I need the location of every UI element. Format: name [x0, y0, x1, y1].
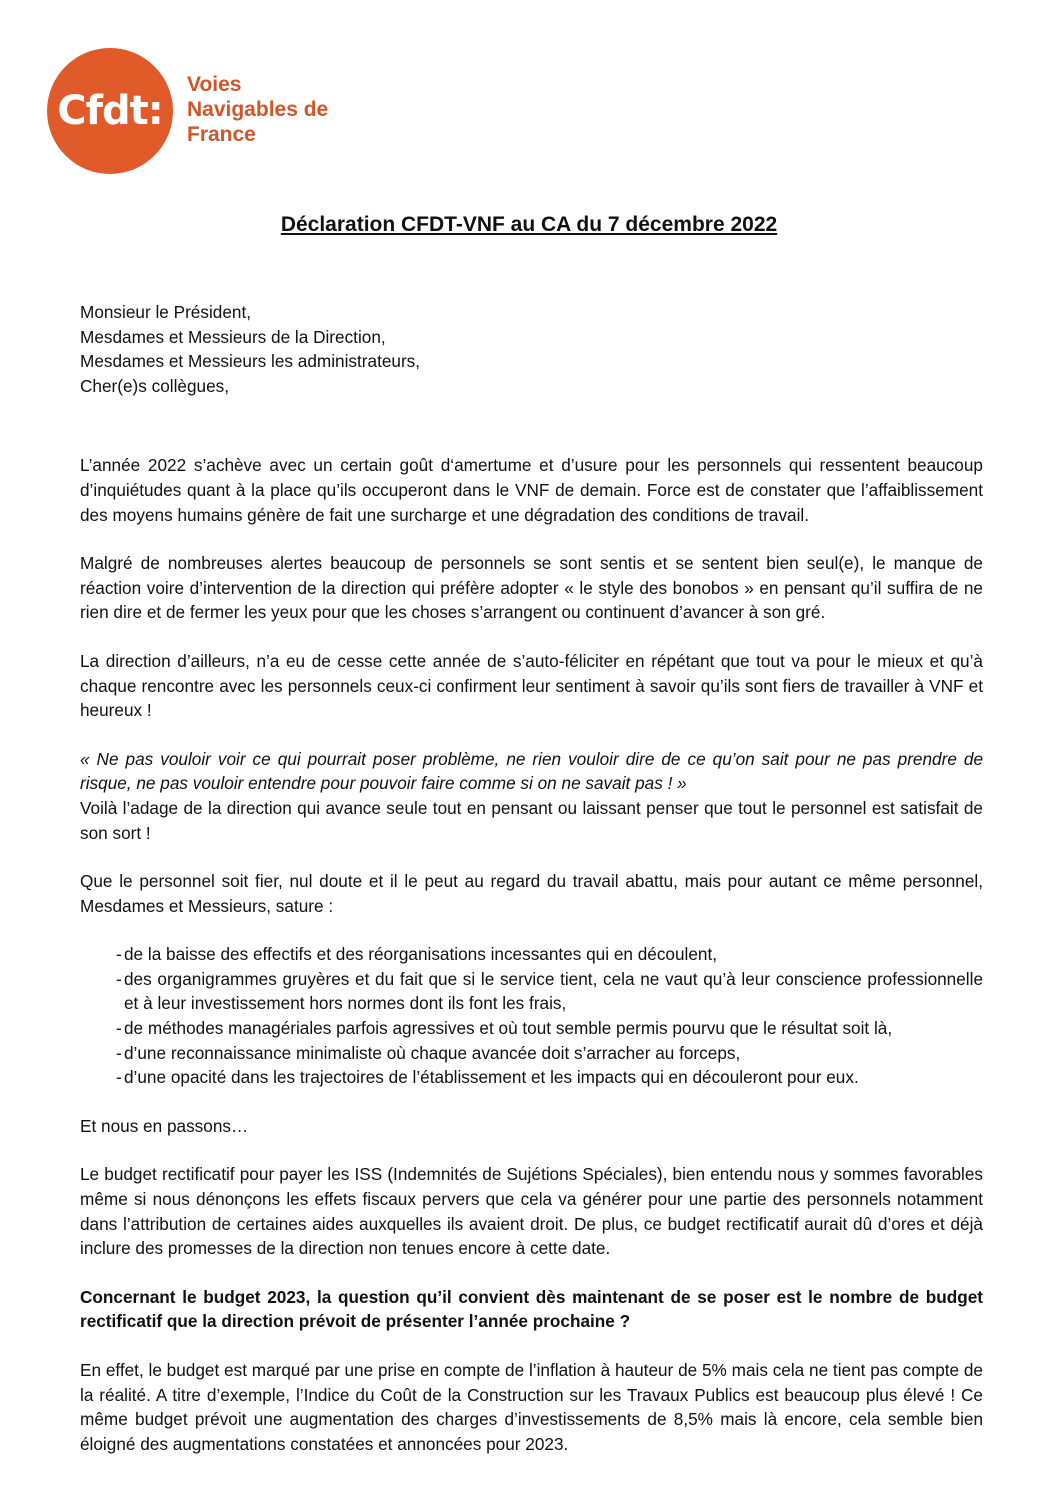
- salutation-line: Monsieur le Président,: [80, 302, 252, 322]
- paragraph-personnel: Que le personnel soit fier, nul doute et il le peut au regard du travail abattu, mais pour autant ce même personnel, Mesdames et Messieurs, sature :: [80, 871, 983, 916]
- brand-line: Navigables de: [187, 98, 329, 121]
- salutation-line: Mesdames et Messieurs les administrateurs,: [80, 351, 421, 372]
- bullet-dash: -: [116, 1042, 122, 1063]
- document-body: [80, 300, 983, 1480]
- brand-name: [187, 72, 328, 147]
- list-item: - d’une opacité dans les trajectoires de l’établissement et les impacts qui en découleront pour eux.: [80, 1065, 983, 1090]
- salutation: [80, 300, 983, 398]
- bullet-dash: -: [116, 944, 122, 965]
- salutation-line: Mesdames et Messieurs de la Direction,: [80, 326, 386, 347]
- paragraph-budget-rectificatif: Le budget rectificatif pour payer les ISS (Indemnités de Sujétions Spéciales), bien entendu nous y sommes favorables même si nous dénonçons les effets fiscaux pervers que cela va générer pour une partie des personnels notamment dans l’attribution de certaines aides auxquelles ils avaient droit. De plus, ce budget rectificatif aurait dû d’ores et déjà inclure des promesses de la direction non tenues encore à cette date.: [80, 1164, 983, 1259]
- paragraph-direction: La direction d’ailleurs, n’a eu de cesse cette année de s’auto-féliciter en répétant que tout va pour le mieux et qu’à chaque rencontre avec les personnels ceux-ci confirment leur sentiment à savoir qu’ils sont fiers de travailler à VNF et heureux !: [80, 650, 983, 721]
- list-item: - d’une reconnaissance minimaliste où chaque avancée doit s’arracher au forceps,: [80, 1041, 983, 1066]
- logo-text: Cfdt:: [57, 88, 163, 134]
- bullet-dash: -: [116, 968, 122, 989]
- list-item: - des organigrammes gruyères et du fait que si le service tient, cela ne vaut qu’à leur conscience professionnelle et à leur investissement hors normes dont ils font les frais,: [116, 968, 983, 1014]
- salutation-line: Cher(e)s collègues,: [80, 375, 230, 396]
- paragraph-adage: Voilà l’adage de la direction qui avance seule tout en pensant ou laissant penser que tout le personnel est satisfait de son sort !: [80, 797, 983, 843]
- document-title: Déclaration CFDT-VNF au CA du 7 décembre 2022: [280, 213, 778, 236]
- paragraph-alerts: Malgré de nombreuses alertes beaucoup de personnels se sont sentis et se sentent bien seul(e), le manque de réaction voire d’intervention de la direction qui préfère adopter « le style des bonobos » en pensant qu’il suffira de ne rien dire et de fermer les yeux pour que les choses s’arrangent ou continuent d’avancer à son gré.: [80, 553, 983, 623]
- paragraph-intro: L’année 2022 s’achève avec un certain goût d‘amertume et d’usure pour les personnels qui ressentent beaucoup d’inquiétudes quant à la place qu’ils occuperont dans le VNF de demain. Force est de constater que l’affaiblissement des moyens humains génère de fait une surcharge et une dégradation des conditions de travail.: [80, 455, 983, 525]
- saturation-list: [80, 942, 983, 1090]
- paragraph-inflation: En effet, le budget est marqué par une prise en compte de l’inflation à hauteur de 5% mais cela ne tient pas compte de la réalité. A titre d’exemple, l’Indice du Coût de la Construction sur les Travaux Publics est beaucoup plus élevé ! Ce même budget prévoit une augmentation des charges d’investissements de 8,5% mais là encore, cela semble bien éloigné des augmentations constatées et annoncées pour 2023.: [80, 1360, 983, 1454]
- paragraph-budget-2023-question: Concernant le budget 2023, la question qu’il convient dès maintenant de se poser est le nombre de budget rectificatif que la direction prévoit de présenter l’année prochaine ?: [80, 1286, 983, 1332]
- brand-line: France: [187, 123, 256, 146]
- quote: « Ne pas vouloir voir ce qui pourrait poser problème, ne rien vouloir dire de ce qu’on sait pour ne pas prendre de risque, ne pas vouloir entendre pour pouvoir faire comme si on ne savait pas ! »: [80, 748, 983, 794]
- list-item: - de méthodes managériales parfois agressives et où tout semble permis pourvu que le résultat soit là,: [80, 1016, 983, 1041]
- brand-line: Voies: [187, 73, 242, 96]
- list-item: - de la baisse des effectifs et des réorganisations incessantes qui en découlent,: [80, 942, 983, 967]
- bullet-dash: -: [116, 1018, 122, 1039]
- paragraph-transition: Et nous en passons…: [80, 1115, 249, 1136]
- cfdt-logo: [47, 48, 173, 174]
- bullet-dash: -: [116, 1067, 122, 1088]
